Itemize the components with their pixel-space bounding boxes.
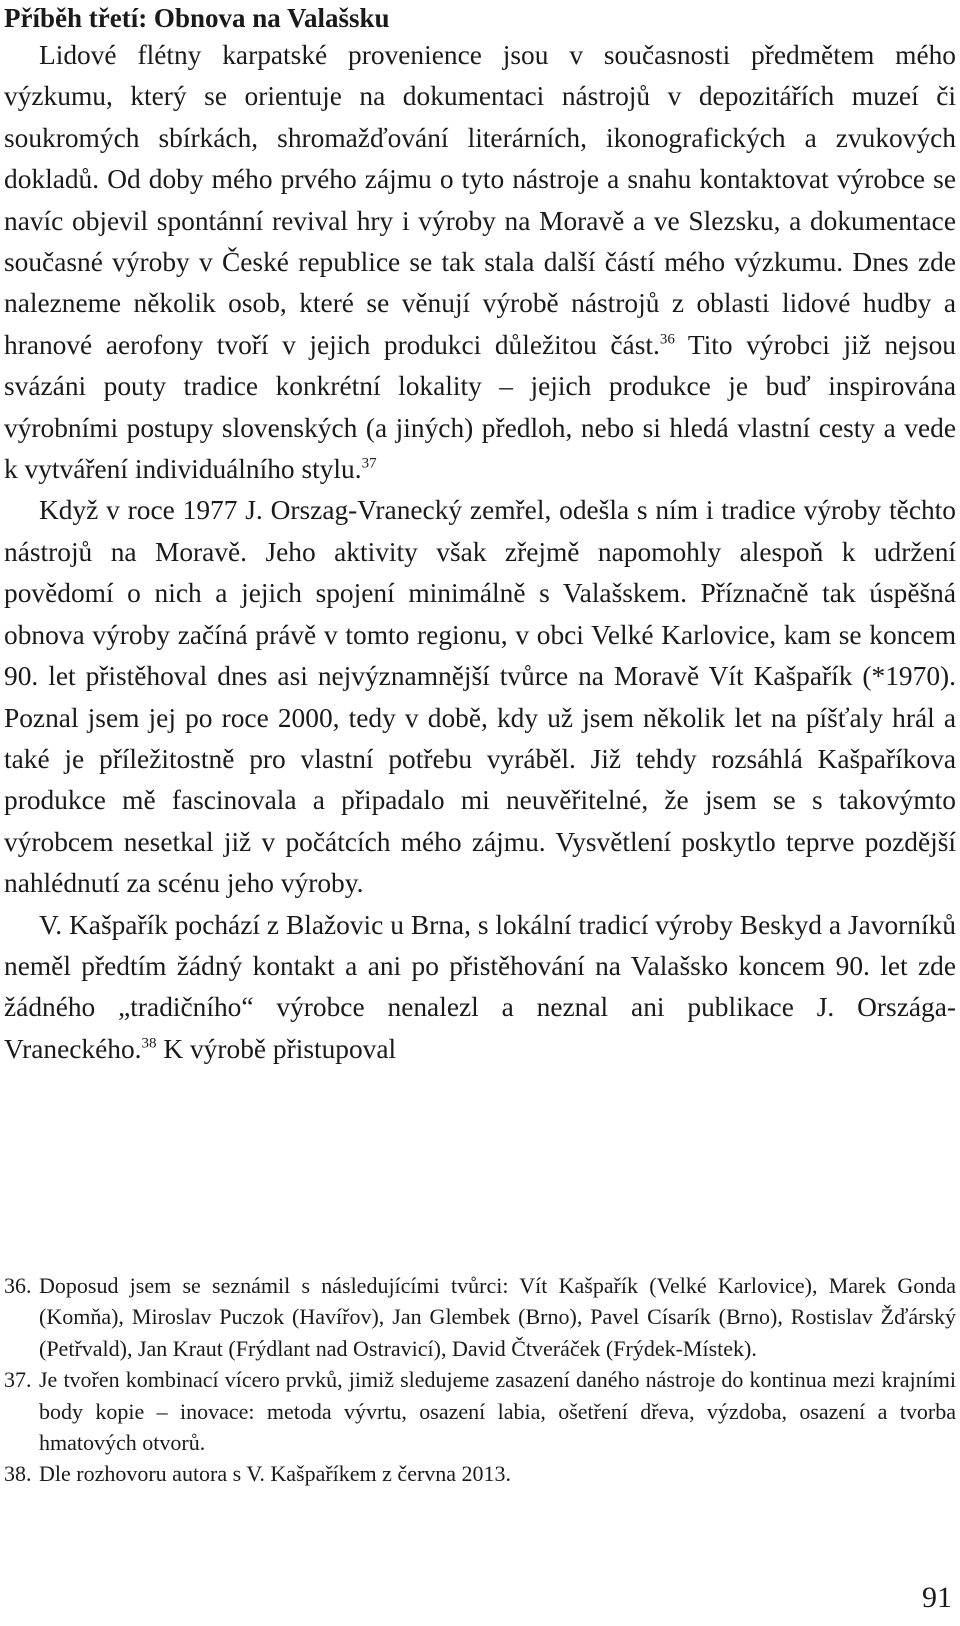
footnote-37: [4, 1364, 956, 1458]
paragraph-1: [4, 35, 956, 490]
footnote-38: [4, 1458, 956, 1489]
chapter-heading: Příběh třetí: Obnova na Valašsku: [4, 3, 390, 33]
footnotes: [4, 1270, 956, 1490]
paragraph-1-text-b: Tito výrobci již nejsou svázáni pouty tradice konkrétní lokality – jejich produkce je buď inspirována výrobními postupy slovenských (a jiných) předloh, nebo si hledá vlastní cesty a vede k vytváření individuálního stylu.: [4, 329, 956, 485]
footnote-text: Dle rozhovoru autora s V. Kašpaříkem z června 2013.: [39, 1461, 512, 1487]
footnote-36: [4, 1270, 956, 1364]
book-page: [4, 0, 956, 1626]
footnote-ref-38[interactable]: 38: [141, 1035, 157, 1052]
footnote-text: Je tvořen kombinací vícero prvků, jimiž sledujeme zasazení daného nástroje do kontinua mezi krajními body kopie – inovace: metoda vývrtu, osazení labia, ošetření dřeva, výzdoba, osazení a tvorba hmatových otvorů.: [39, 1367, 956, 1456]
paragraph-2-text: Když v roce 1977 J. Orszag-Vranecký zemřel, odešla s ním i tradice výroby těchto nástrojů na Moravě. Jeho aktivity však zřejmě napomohly alespoň k udržení povědomí o nich a jejich spojení minimálně s Valašskem. Příznačně tak úspěšná obnova výroby začíná právě v tomto regionu, v obci Velké Karlovice, kam se koncem 90. let přistěhoval dnes asi nejvýznamnější tvůrce na Moravě Vít Kašpařík (*1970). Poznal jsem jej po roce 2000, tedy v době, kdy už jsem několik let na píšťaly hrál a také je příležitostně pro vlastní potřebu vyráběl. Již tehdy rozsáhlá Kašpaříkova produkce mě fascinovala a připadalo mi neuvěřitelné, že jsem se s takovýmto výrobcem nesetkal již v počátcích mého zájmu. Vysvětlení poskytlo teprve pozdější nahlédnutí za scénu jeho výroby.: [4, 495, 956, 899]
paragraph-3-text-b: K výrobě přistupoval: [156, 1033, 397, 1064]
footnote-number: 38.: [4, 1461, 32, 1487]
footnote-text: Doposud jsem se seznámil s následujícími tvůrci: Vít Kašpařík (Velké Karlovice), Marek Gonda (Komňa), Miroslav Puczok (Havířov), Jan Glembek (Brno), Pavel Císarík (Brno), Rostislav Žďárský (Petřvald), Jan Kraut (Frýdlant nad Ostravicí), David Čtveráček (Frýdek-Místek).: [39, 1273, 956, 1361]
page-number: 91: [922, 1581, 952, 1614]
footnote-number: 36.: [4, 1273, 32, 1298]
footnote-ref-37[interactable]: 37: [361, 455, 377, 472]
paragraph-1-text-a: Lidové flétny karpatské provenience jsou v současnosti předmětem mého výzkumu, který se orientuje na dokumentaci nástrojů v depozitářích muzeí či soukromých sbírkách, shromažďování literárních, ikonografických a zvukových dokladů. Od doby mého prvého zájmu o tyto nástroje a snahu kontaktovat výrobce se navíc objevil spontánní revival hry i výroby na Moravě a ve Slezsku, a dokumentace současné výroby v České republice se tak stala další částí mého výzkumu. Dnes zde nalezneme několik osob, které se věnují výrobě nástrojů z oblasti lidové hudby a hranové aerofony tvoří v jejich produkci důležitou část.: [4, 40, 956, 360]
footnote-number: 37.: [4, 1367, 32, 1393]
paragraph-2: [4, 490, 956, 904]
paragraph-3: [4, 905, 956, 1071]
footnote-ref-36[interactable]: 36: [659, 331, 675, 348]
paragraph-3-text-a: V. Kašpařík pochází z Blažovic u Brna, s lokální tradicí výroby Beskyd a Javorníků neměl předtím žádný kontakt a ani po přistěhování na Valašsko koncem 90. let zde žádného „tradičního“ výrobce nenalezl a neznal ani publikace J. Országa-Vraneckého.: [4, 909, 956, 1064]
body-text: [4, 35, 956, 1070]
